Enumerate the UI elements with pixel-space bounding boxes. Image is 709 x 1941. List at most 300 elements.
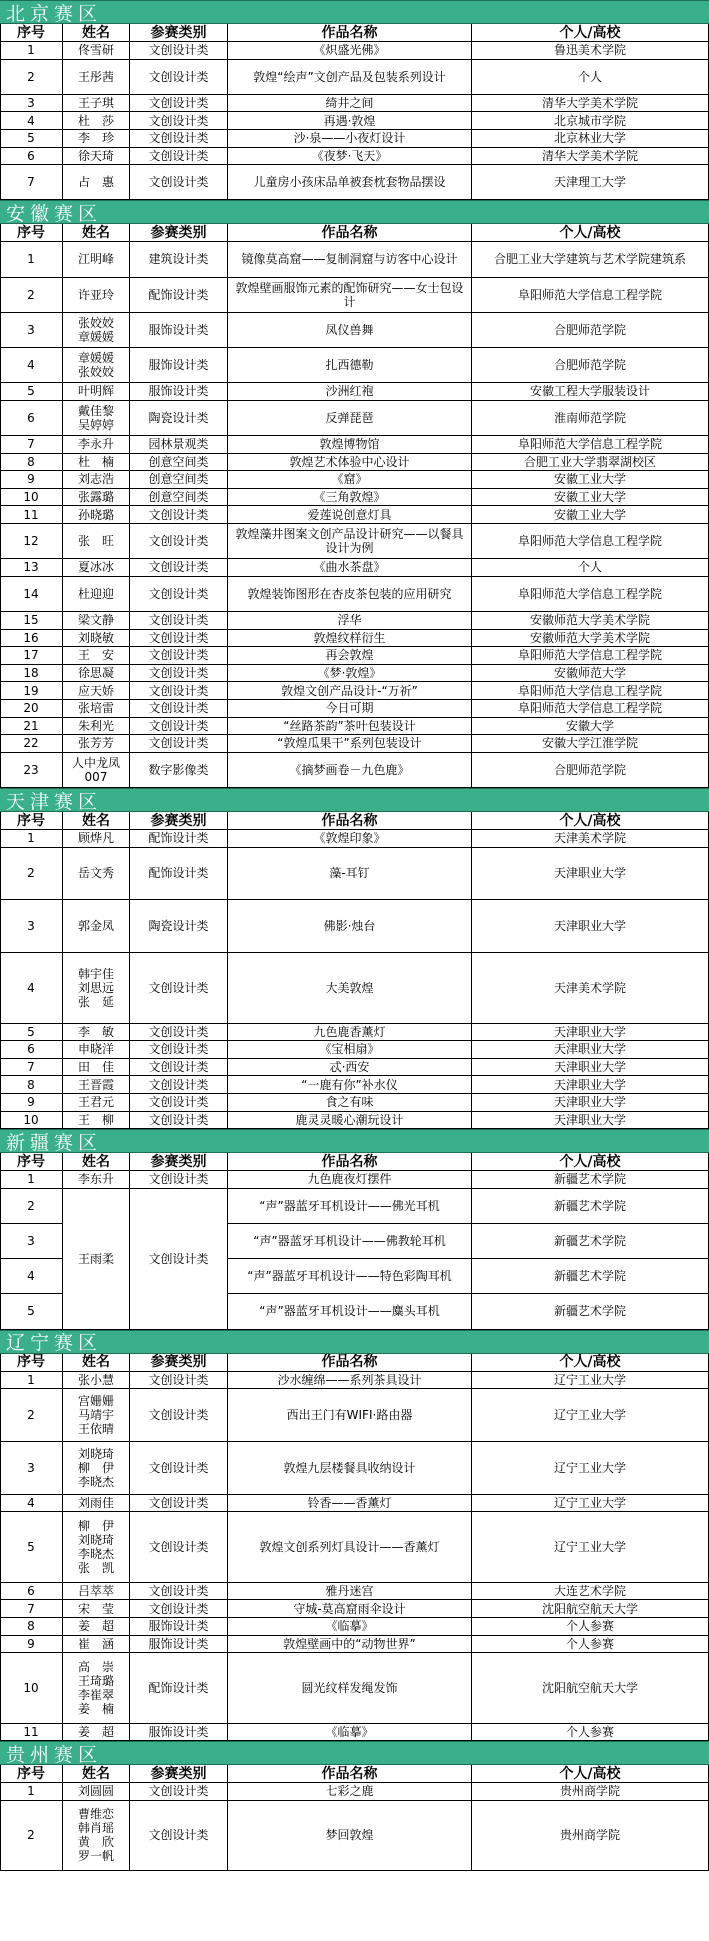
- cell-name: 吕萃萃: [63, 1583, 130, 1601]
- cell-no: 6: [0, 401, 63, 436]
- cell-no: 2: [0, 278, 63, 313]
- cell-name: 江明峰: [63, 242, 130, 277]
- cell-name: 王 安: [63, 647, 130, 665]
- cell-work: 爱莲说创意灯具: [228, 506, 472, 524]
- cell-work: 藻-耳钉: [228, 848, 472, 901]
- cell-no: 7: [0, 165, 63, 200]
- column-header-category: 参赛类别: [130, 24, 228, 42]
- column-header-category: 参赛类别: [130, 1765, 228, 1783]
- cell-no: 3: [0, 313, 63, 348]
- cell-category: 配饰设计类: [130, 278, 228, 313]
- cell-category: 服饰设计类: [130, 1618, 228, 1636]
- cell-name: 叶明辉: [63, 383, 130, 401]
- cell-work: 今日可期: [228, 700, 472, 718]
- cell-work: 鹿灵灵暖心潮玩设计: [228, 1112, 472, 1130]
- cell-school: 天津职业大学: [472, 848, 709, 901]
- cell-no: 3: [0, 900, 63, 953]
- cell-school: 安徽工程大学服装设计: [472, 383, 709, 401]
- cell-work: 再会敦煌: [228, 647, 472, 665]
- cell-work: 敦煌壁画中的“动物世界”: [228, 1636, 472, 1654]
- cell-school: 阜阳师范大学信息工程学院: [472, 524, 709, 559]
- column-header-name: 姓名: [63, 812, 130, 830]
- cell-no: 17: [0, 647, 63, 665]
- cell-no: 8: [0, 454, 63, 472]
- cell-work: “声”器蓝牙耳机设计——佛教轮耳机: [228, 1224, 472, 1259]
- column-header-school: 个人/高校: [472, 1153, 709, 1171]
- region-header: 北京赛区: [0, 0, 709, 24]
- cell-no: 2: [0, 1801, 63, 1871]
- cell-work: “声”器蓝牙耳机设计——特色彩陶耳机: [228, 1259, 472, 1294]
- cell-school: 天津职业大学: [472, 1059, 709, 1077]
- cell-no: 4: [0, 1259, 63, 1294]
- column-header-category: 参赛类别: [130, 224, 228, 242]
- column-header-name: 姓名: [63, 24, 130, 42]
- cell-name: 李东升: [63, 1171, 130, 1189]
- cell-work: 《夜梦·飞天》: [228, 148, 472, 166]
- cell-category: 文创设计类: [130, 148, 228, 166]
- cell-work: 《临摹》: [228, 1618, 472, 1636]
- cell-school: 清华大学美术学院: [472, 148, 709, 166]
- cell-name: 徐天琦: [63, 148, 130, 166]
- cell-work: 敦煌艺术体验中心设计: [228, 454, 472, 472]
- table-left-border: [0, 1354, 709, 1742]
- cell-no: 14: [0, 577, 63, 612]
- cell-category: 服饰设计类: [130, 1724, 228, 1742]
- cell-school: 北京林业大学: [472, 130, 709, 148]
- cell-category: 服饰设计类: [130, 383, 228, 401]
- cell-name: 刘志浩: [63, 471, 130, 489]
- cell-work: 敦煌文创系列灯具设计——香薰灯: [228, 1512, 472, 1582]
- cell-category: 创意空间类: [130, 471, 228, 489]
- cell-no: 9: [0, 471, 63, 489]
- column-header-work: 作品名称: [228, 24, 472, 42]
- cell-no: 10: [0, 1112, 63, 1130]
- cell-name: 李 珍: [63, 130, 130, 148]
- cell-school: 安徽师范大学美术学院: [472, 612, 709, 630]
- cell-category: 文创设计类: [130, 130, 228, 148]
- cell-school: 安徽工业大学: [472, 506, 709, 524]
- column-header-school: 个人/高校: [472, 1354, 709, 1372]
- cell-work: 沙洲红袍: [228, 383, 472, 401]
- cell-category: 服饰设计类: [130, 313, 228, 348]
- cell-name: 王 柳: [63, 1112, 130, 1130]
- cell-category: 文创设计类: [130, 1024, 228, 1042]
- cell-name: 李永升: [63, 436, 130, 454]
- cell-category: 文创设计类: [130, 1372, 228, 1390]
- cell-school: 辽宁工业大学: [472, 1512, 709, 1582]
- cell-category: 配饰设计类: [130, 830, 228, 848]
- cell-school: 安徽师范大学美术学院: [472, 630, 709, 648]
- cell-category: 文创设计类: [130, 1041, 228, 1059]
- cell-category: 文创设计类: [130, 700, 228, 718]
- cell-school: 天津职业大学: [472, 1076, 709, 1094]
- cell-work: 敦煌纹样衍生: [228, 630, 472, 648]
- cell-category: 文创设计类: [130, 559, 228, 577]
- cell-school: 合肥工业大学建筑与艺术学院建筑系: [472, 242, 709, 277]
- cell-school: 辽宁工业大学: [472, 1389, 709, 1442]
- cell-school: 个人参赛: [472, 1636, 709, 1654]
- cell-school: 辽宁工业大学: [472, 1495, 709, 1513]
- cell-name: 申晓洋: [63, 1041, 130, 1059]
- cell-no: 21: [0, 718, 63, 736]
- cell-work: 《摘梦画卷－九色鹿》: [228, 753, 472, 788]
- cell-work: 《临摹》: [228, 1724, 472, 1742]
- cell-work: 敦煌文创产品设计-“万祈”: [228, 682, 472, 700]
- cell-category: 文创设计类: [130, 112, 228, 130]
- cell-name: 岳文秀: [63, 848, 130, 901]
- cell-name: 王君元: [63, 1094, 130, 1112]
- cell-no: 1: [0, 242, 63, 277]
- cell-category: 创意空间类: [130, 489, 228, 507]
- cell-school: 贵州商学院: [472, 1783, 709, 1801]
- cell-work: 再遇·敦煌: [228, 112, 472, 130]
- cell-school: 阜阳师范大学信息工程学院: [472, 436, 709, 454]
- cell-no: 22: [0, 735, 63, 753]
- column-header-school: 个人/高校: [472, 24, 709, 42]
- cell-category: 文创设计类: [130, 1189, 228, 1330]
- cell-category: 文创设计类: [130, 1583, 228, 1601]
- cell-no: 7: [0, 1600, 63, 1618]
- cell-name: 柳 伊 刘晓琦 李晓杰 张 凯: [63, 1512, 130, 1582]
- cell-category: 文创设计类: [130, 665, 228, 683]
- cell-category: 文创设计类: [130, 95, 228, 113]
- cell-school: 安徽大学江淮学院: [472, 735, 709, 753]
- cell-category: 文创设计类: [130, 60, 228, 95]
- cell-school: 安徽师范大学: [472, 665, 709, 683]
- cell-name: 王子琪: [63, 95, 130, 113]
- column-header-category: 参赛类别: [130, 1153, 228, 1171]
- cell-name: 曹维恋 韩肖瑶 黄 欣 罗一帆: [63, 1801, 130, 1871]
- cell-work: “声”器蓝牙耳机设计——麋头耳机: [228, 1294, 472, 1329]
- cell-school: 个人参赛: [472, 1724, 709, 1742]
- cell-category: 文创设计类: [130, 506, 228, 524]
- cell-school: 阜阳师范大学信息工程学院: [472, 577, 709, 612]
- cell-category: 文创设计类: [130, 1059, 228, 1077]
- column-header-name: 姓名: [63, 1354, 130, 1372]
- cell-school: 大连艺术学院: [472, 1583, 709, 1601]
- cell-category: 文创设计类: [130, 630, 228, 648]
- column-header-no: 序号: [0, 1354, 63, 1372]
- cell-category: 建筑设计类: [130, 242, 228, 277]
- cell-work: 《曲水茶盘》: [228, 559, 472, 577]
- cell-school: 合肥师范学院: [472, 753, 709, 788]
- column-header-school: 个人/高校: [472, 812, 709, 830]
- cell-category: 文创设计类: [130, 165, 228, 200]
- cell-work: 佛影·烛台: [228, 900, 472, 953]
- cell-school: 天津职业大学: [472, 1112, 709, 1130]
- column-header-category: 参赛类别: [130, 812, 228, 830]
- region-header: 天津赛区: [0, 788, 709, 812]
- cell-category: 文创设计类: [130, 1783, 228, 1801]
- cell-category: 文创设计类: [130, 1076, 228, 1094]
- cell-name: 张 旺: [63, 524, 130, 559]
- cell-school: 天津理工大学: [472, 165, 709, 200]
- cell-work: 儿童房小孩床品单被套枕套物品摆设: [228, 165, 472, 200]
- cell-category: 文创设计类: [130, 612, 228, 630]
- cell-name: 戴佳黎 吴婷婷: [63, 401, 130, 436]
- cell-name: 朱利光: [63, 718, 130, 736]
- cell-school: 安徽大学: [472, 718, 709, 736]
- cell-category: 配饰设计类: [130, 1653, 228, 1723]
- cell-category: 文创设计类: [130, 1094, 228, 1112]
- cell-school: 阜阳师范大学信息工程学院: [472, 278, 709, 313]
- cell-category: 服饰设计类: [130, 348, 228, 383]
- cell-no: 1: [0, 1783, 63, 1801]
- cell-name: 韩宇佳 刘思远 张 延: [63, 953, 130, 1023]
- cell-work: 沙水缠绵——系列茶具设计: [228, 1372, 472, 1390]
- cell-name: 徐思凝: [63, 665, 130, 683]
- cell-no: 10: [0, 1653, 63, 1723]
- cell-school: 合肥师范学院: [472, 348, 709, 383]
- cell-name: 刘雨佳: [63, 1495, 130, 1513]
- table-left-border: [0, 812, 709, 1129]
- cell-name: 占 惠: [63, 165, 130, 200]
- cell-name: 杜 莎: [63, 112, 130, 130]
- column-header-no: 序号: [0, 1153, 63, 1171]
- cell-work: 《炽盛光佛》: [228, 42, 472, 60]
- cell-no: 10: [0, 489, 63, 507]
- cell-work: 雅丹迷宫: [228, 1583, 472, 1601]
- cell-work: 梦回敦煌: [228, 1801, 472, 1871]
- cell-name: 顾烨凡: [63, 830, 130, 848]
- cell-work: 守城-莫高窟雨伞设计: [228, 1600, 472, 1618]
- cell-no: 15: [0, 612, 63, 630]
- cell-school: 阜阳师范大学信息工程学院: [472, 682, 709, 700]
- cell-name: 姜 超: [63, 1724, 130, 1742]
- cell-name: 孙晓璐: [63, 506, 130, 524]
- cell-no: 5: [0, 1512, 63, 1582]
- region-header: 新疆赛区: [0, 1129, 709, 1153]
- cell-work: 扎西德勒: [228, 348, 472, 383]
- cell-no: 23: [0, 753, 63, 788]
- cell-school: 个人: [472, 60, 709, 95]
- cell-school: 北京城市学院: [472, 112, 709, 130]
- cell-name: 张露璐: [63, 489, 130, 507]
- cell-no: 3: [0, 95, 63, 113]
- cell-work: 敦煌装饰图形在杏皮茶包装的应用研究: [228, 577, 472, 612]
- cell-school: 天津美术学院: [472, 830, 709, 848]
- cell-school: 沈阳航空航天大学: [472, 1653, 709, 1723]
- region-header: 贵州赛区: [0, 1741, 709, 1765]
- cell-work: “声”器蓝牙耳机设计——佛光耳机: [228, 1189, 472, 1224]
- cell-no: 1: [0, 1372, 63, 1390]
- cell-no: 5: [0, 1294, 63, 1329]
- cell-no: 9: [0, 1094, 63, 1112]
- cell-no: 2: [0, 60, 63, 95]
- cell-name: 张培雷: [63, 700, 130, 718]
- cell-school: 安徽工业大学: [472, 471, 709, 489]
- cell-no: 2: [0, 848, 63, 901]
- cell-school: 沈阳航空航天大学: [472, 1600, 709, 1618]
- column-header-work: 作品名称: [228, 1153, 472, 1171]
- cell-category: 文创设计类: [130, 1801, 228, 1871]
- cell-category: 文创设计类: [130, 1600, 228, 1618]
- column-header-work: 作品名称: [228, 812, 472, 830]
- cell-work: 七彩之鹿: [228, 1783, 472, 1801]
- cell-no: 19: [0, 682, 63, 700]
- cell-no: 6: [0, 148, 63, 166]
- cell-work: 九色鹿夜灯摆件: [228, 1171, 472, 1189]
- cell-school: 天津职业大学: [472, 900, 709, 953]
- cell-work: 九色鹿香薰灯: [228, 1024, 472, 1042]
- cell-category: 文创设计类: [130, 524, 228, 559]
- cell-work: 圆光纹样发绳发饰: [228, 1653, 472, 1723]
- cell-school: 天津职业大学: [472, 1094, 709, 1112]
- cell-category: 陶瓷设计类: [130, 401, 228, 436]
- table-left-border: [0, 1153, 709, 1329]
- cell-no: 7: [0, 436, 63, 454]
- cell-category: 文创设计类: [130, 42, 228, 60]
- cell-name: 人中龙凤007: [63, 753, 130, 788]
- cell-category: 文创设计类: [130, 1512, 228, 1582]
- cell-no: 8: [0, 1618, 63, 1636]
- cell-no: 6: [0, 1583, 63, 1601]
- cell-school: 新疆艺术学院: [472, 1259, 709, 1294]
- cell-no: 3: [0, 1442, 63, 1495]
- cell-work: 《三角敦煌》: [228, 489, 472, 507]
- cell-work: 《梦·敦煌》: [228, 665, 472, 683]
- cell-category: 创意空间类: [130, 454, 228, 472]
- cell-name: 夏冰冰: [63, 559, 130, 577]
- column-header-work: 作品名称: [228, 1765, 472, 1783]
- cell-category: 服饰设计类: [130, 1636, 228, 1654]
- cell-category: 文创设计类: [130, 735, 228, 753]
- cell-name: 佟雪研: [63, 42, 130, 60]
- cell-category: 园林景观类: [130, 436, 228, 454]
- cell-school: 淮南师范学院: [472, 401, 709, 436]
- cell-school: 新疆艺术学院: [472, 1189, 709, 1224]
- cell-no: 8: [0, 1076, 63, 1094]
- cell-work: 铃香——香薰灯: [228, 1495, 472, 1513]
- cell-work: 忒·西安: [228, 1059, 472, 1077]
- region-header: 辽宁赛区: [0, 1330, 709, 1354]
- cell-work: 大美敦煌: [228, 953, 472, 1023]
- cell-school: 天津职业大学: [472, 1041, 709, 1059]
- cell-school: 清华大学美术学院: [472, 95, 709, 113]
- cell-work: 绮井之间: [228, 95, 472, 113]
- cell-category: 文创设计类: [130, 1389, 228, 1442]
- table-left-border: [0, 224, 709, 788]
- cell-school: 合肥工业大学翡翠湖校区: [472, 454, 709, 472]
- cell-name: 杜迎迎: [63, 577, 130, 612]
- cell-category: 文创设计类: [130, 1495, 228, 1513]
- cell-work: 敦煌壁画服饰元素的配饰研究——女士包设计: [228, 278, 472, 313]
- cell-school: 新疆艺术学院: [472, 1224, 709, 1259]
- column-header-name: 姓名: [63, 224, 130, 242]
- cell-name: 张小慧: [63, 1372, 130, 1390]
- cell-no: 2: [0, 1189, 63, 1224]
- cell-name: 宋 莹: [63, 1600, 130, 1618]
- cell-school: 合肥师范学院: [472, 313, 709, 348]
- cell-school: 辽宁工业大学: [472, 1372, 709, 1390]
- cell-category: 数字影像类: [130, 753, 228, 788]
- cell-no: 3: [0, 1224, 63, 1259]
- cell-no: 13: [0, 559, 63, 577]
- cell-no: 20: [0, 700, 63, 718]
- cell-no: 6: [0, 1041, 63, 1059]
- cell-name: 许亚玲: [63, 278, 130, 313]
- cell-no: 11: [0, 506, 63, 524]
- cell-school: 辽宁工业大学: [472, 1442, 709, 1495]
- cell-name: 应天娇: [63, 682, 130, 700]
- table-left-border: [0, 24, 709, 200]
- cell-no: 11: [0, 1724, 63, 1742]
- column-header-category: 参赛类别: [130, 1354, 228, 1372]
- cell-school: 天津职业大学: [472, 1024, 709, 1042]
- cell-name: 王雨柔: [63, 1189, 130, 1330]
- cell-work: 反弹琵琶: [228, 401, 472, 436]
- cell-work: 沙·泉——小夜灯设计: [228, 130, 472, 148]
- region-header: 安徽赛区: [0, 200, 709, 224]
- cell-name: 崔 涵: [63, 1636, 130, 1654]
- cell-no: 4: [0, 348, 63, 383]
- cell-no: 5: [0, 1024, 63, 1042]
- cell-work: 西出王门有WIFI·路由器: [228, 1389, 472, 1442]
- cell-name: 姜 超: [63, 1618, 130, 1636]
- column-header-no: 序号: [0, 812, 63, 830]
- cell-no: 18: [0, 665, 63, 683]
- cell-no: 1: [0, 830, 63, 848]
- cell-school: 阜阳师范大学信息工程学院: [472, 700, 709, 718]
- column-header-school: 个人/高校: [472, 224, 709, 242]
- cell-name: 杜 楠: [63, 454, 130, 472]
- cell-name: 田 佳: [63, 1059, 130, 1077]
- cell-work: 《敦煌印象》: [228, 830, 472, 848]
- cell-school: 新疆艺术学院: [472, 1294, 709, 1329]
- cell-no: 16: [0, 630, 63, 648]
- cell-name: 刘晓敏: [63, 630, 130, 648]
- cell-school: 阜阳师范大学信息工程学院: [472, 647, 709, 665]
- cell-no: 1: [0, 1171, 63, 1189]
- cell-school: 安徽工业大学: [472, 489, 709, 507]
- cell-name: 高 崇 王琦璐 李崔翠 姜 楠: [63, 1653, 130, 1723]
- cell-name: 梁文静: [63, 612, 130, 630]
- cell-work: 《宝相扇》: [228, 1041, 472, 1059]
- cell-work: 敦煌博物馆: [228, 436, 472, 454]
- column-header-no: 序号: [0, 1765, 63, 1783]
- cell-work: 敦煌“绘声”文创产品及包装系列设计: [228, 60, 472, 95]
- cell-no: 9: [0, 1636, 63, 1654]
- column-header-no: 序号: [0, 224, 63, 242]
- cell-school: 鲁迅美术学院: [472, 42, 709, 60]
- cell-no: 4: [0, 112, 63, 130]
- cell-work: 敦煌九层楼餐具收纳设计: [228, 1442, 472, 1495]
- column-header-work: 作品名称: [228, 224, 472, 242]
- cell-name: 郭金凤: [63, 900, 130, 953]
- cell-no: 4: [0, 953, 63, 1023]
- column-header-name: 姓名: [63, 1765, 130, 1783]
- cell-name: 王彤茜: [63, 60, 130, 95]
- cell-no: 1: [0, 42, 63, 60]
- cell-work: 凤仪兽舞: [228, 313, 472, 348]
- cell-school: 个人: [472, 559, 709, 577]
- cell-category: 文创设计类: [130, 1171, 228, 1189]
- cell-name: 李 敏: [63, 1024, 130, 1042]
- cell-category: 文创设计类: [130, 1442, 228, 1495]
- cell-name: 章媛媛 张姣姣: [63, 348, 130, 383]
- cell-work: 镜像莫高窟——复制洞窟与访客中心设计: [228, 242, 472, 277]
- column-header-work: 作品名称: [228, 1354, 472, 1372]
- cell-category: 配饰设计类: [130, 848, 228, 901]
- cell-name: 刘晓琦 柳 伊 李晓杰: [63, 1442, 130, 1495]
- cell-work: “敦煌瓜果干”系列包装设计: [228, 735, 472, 753]
- cell-work: 食之有味: [228, 1094, 472, 1112]
- column-header-name: 姓名: [63, 1153, 130, 1171]
- cell-category: 文创设计类: [130, 647, 228, 665]
- cell-school: 新疆艺术学院: [472, 1171, 709, 1189]
- cell-name: 宫姗姗 马靖宇 王依晴: [63, 1389, 130, 1442]
- cell-work: 敦煌藻井图案文创产品设计研究——以餐具设计为例: [228, 524, 472, 559]
